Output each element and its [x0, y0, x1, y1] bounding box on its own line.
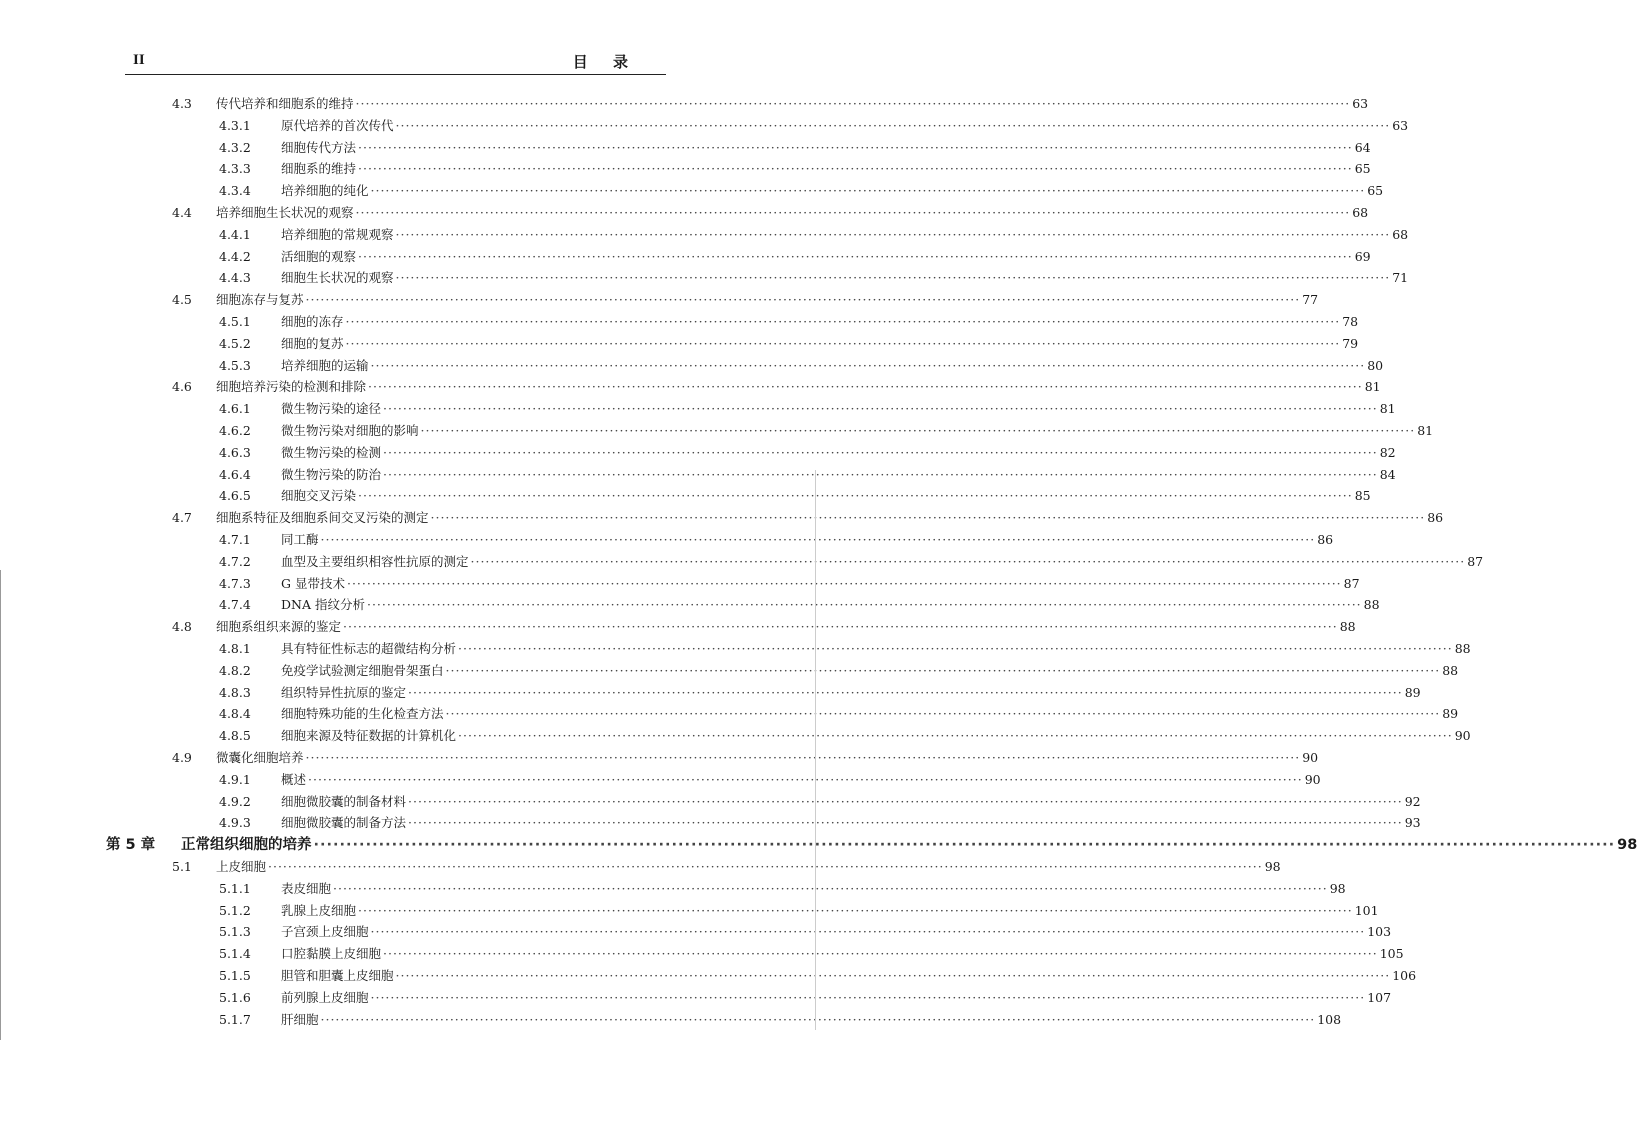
toc-entry-number: 4.4.1 — [219, 226, 251, 242]
toc-entry-number: 4.9.3 — [219, 815, 251, 831]
toc-entry-title: 培养细胞的运输 — [281, 357, 369, 373]
toc-entry[interactable] — [172, 749, 1319, 767]
toc-leader-dots: ········································································································································································································ — [395, 968, 1391, 983]
toc-leader-dots: ········································································································································································································ — [355, 205, 1351, 220]
toc-entry-page: 88 — [1363, 597, 1380, 613]
toc-entry-page: 90 — [1454, 728, 1471, 744]
binding-edge — [0, 570, 1, 1040]
toc-entry-title: 口腔黏膜上皮细胞 — [281, 946, 382, 962]
toc-leader-dots: ········································································································································································································ — [368, 379, 1363, 395]
toc-entry-number: 4.7.3 — [219, 575, 251, 591]
toc-entry-page: 81 — [1379, 401, 1396, 417]
toc-entry-title: 组织特异性抗原的鉴定 — [281, 684, 407, 700]
toc-entry-title: 培养细胞的常规观察 — [281, 226, 394, 242]
toc-entry[interactable] — [219, 357, 1384, 375]
toc-entry-title: 细胞培养污染的检测和排除 — [216, 379, 367, 395]
toc-entry-number: 4.6.5 — [219, 488, 251, 504]
toc-entry-number: 5.1 — [172, 859, 192, 874]
toc-leader-dots: ········································································································································································································ — [370, 183, 1366, 199]
toc-leader-dots: ········································································································································································································ — [358, 161, 1353, 177]
toc-leader-dots: ········································································································································································································ — [430, 510, 1426, 526]
toc-entry-page: 105 — [1379, 946, 1404, 962]
toc-entry-page: 63 — [1352, 96, 1369, 111]
toc-entry-number: 4.4.2 — [219, 248, 251, 264]
toc-entry[interactable] — [219, 444, 1396, 462]
toc-entry-page: 92 — [1404, 793, 1421, 809]
toc-entry-page: 65 — [1354, 161, 1371, 177]
toc-entry-title: 细胞微胶囊的制备方法 — [281, 815, 407, 831]
toc-leader-dots: ········································································································································································································ — [305, 750, 1301, 765]
toc-entry[interactable] — [219, 575, 1360, 593]
toc-entry[interactable] — [219, 313, 1359, 331]
toc-entry[interactable] — [219, 269, 1409, 287]
toc-entry-number: 4.7.4 — [219, 597, 251, 613]
toc-entry-number: 4.3.2 — [219, 139, 251, 155]
toc-entry-number: 4.8.2 — [219, 662, 251, 678]
toc-leader-dots: ········································································································································································································ — [320, 1011, 1316, 1027]
toc-entry-title: 细胞微胶囊的制备材料 — [281, 793, 407, 809]
toc-entry-page: 78 — [1342, 314, 1359, 329]
toc-entry-number: 5.1.6 — [219, 989, 251, 1005]
toc-entry-title: 胆管和胆囊上皮细胞 — [281, 968, 394, 983]
toc-leader-dots: ········································································································································································································ — [408, 815, 1403, 831]
toc-leader-dots: ········································································································································································································ — [445, 706, 1441, 722]
toc-entry[interactable] — [219, 400, 1396, 418]
running-title: 目 录 — [572, 53, 638, 71]
toc-entry-page: 90 — [1304, 771, 1321, 787]
toc-entry-number: 4.4 — [172, 205, 192, 220]
toc-entry[interactable] — [219, 880, 1346, 898]
toc-entry[interactable] — [219, 1011, 1342, 1029]
toc-leader-dots: ········································································································································································································ — [366, 597, 1362, 613]
toc-leader-dots: ········································································································································································································ — [345, 335, 1341, 351]
toc-entry-page: 107 — [1367, 989, 1392, 1005]
toc-entry-title: 活细胞的观察 — [281, 248, 357, 264]
toc-leader-dots: ········································································································································································································ — [395, 117, 1391, 133]
toc-entry-title: 微生物污染的检测 — [281, 444, 382, 460]
toc-entry-title: 细胞来源及特征数据的计算机化 — [281, 728, 457, 744]
toc-entry-title: 免疫学试验测定细胞骨架蛋白 — [281, 662, 444, 678]
toc-leader-dots: ········································································································································································································ — [358, 248, 1353, 264]
toc-entry-title: 细胞系的维持 — [281, 161, 357, 177]
toc-entry-title: 正常组织细胞的培养 — [181, 837, 312, 854]
toc-entry[interactable] — [172, 858, 1281, 876]
toc-leader-dots: ········································································································································································································ — [383, 466, 1378, 482]
toc-entry[interactable] — [219, 596, 1380, 614]
toc-entry[interactable] — [219, 139, 1371, 157]
toc-entry-title: 细胞交叉污染 — [281, 488, 357, 504]
toc-entry[interactable] — [219, 422, 1434, 440]
toc-entry[interactable] — [219, 662, 1459, 680]
toc-entry-title: 细胞传代方法 — [281, 139, 357, 155]
toc-entry-number: 5.1.2 — [219, 902, 251, 918]
toc-entry-number: 4.3.4 — [219, 183, 251, 199]
toc-leader-dots: ········································································································································································································ — [395, 226, 1391, 242]
toc-leader-dots: ········································································································································································································ — [308, 771, 1303, 787]
toc-entry-page: 106 — [1392, 968, 1417, 983]
header-rule — [125, 74, 666, 75]
toc-entry-title: 概述 — [281, 771, 307, 787]
toc-entry-number: 4.3.3 — [219, 161, 251, 177]
toc-entry-page: 84 — [1379, 466, 1396, 482]
toc-entry[interactable] — [219, 771, 1321, 789]
toc-entry-number: 4.8.3 — [219, 684, 251, 700]
toc-entry-page: 81 — [1364, 379, 1381, 395]
toc-entry-title: 微生物污染的防治 — [281, 466, 382, 482]
toc-entry-number: 4.9 — [172, 750, 192, 765]
toc-entry-page: 64 — [1354, 139, 1371, 155]
toc-entry-title: 微生物污染的途径 — [281, 401, 382, 417]
toc-entry-number: 4.5 — [172, 292, 192, 308]
toc-entry-page: 77 — [1302, 292, 1319, 308]
toc-entry-title: 子宫颈上皮细胞 — [281, 924, 369, 940]
toc-entry[interactable] — [172, 204, 1369, 222]
toc-entry-number: 4.6 — [172, 379, 192, 395]
toc-entry-title: 同工酶 — [281, 532, 319, 547]
toc-entry-title: 微囊化细胞培养 — [216, 750, 304, 765]
toc-entry-title: 细胞冻存与复苏 — [216, 292, 304, 308]
page-edge — [815, 470, 816, 1030]
toc-entry-number: 4.9.2 — [219, 793, 251, 809]
toc-entry-page: 89 — [1404, 684, 1421, 700]
toc-leader-dots: ········································································································································································································ — [358, 902, 1353, 918]
toc-entry-number: 4.7 — [172, 510, 192, 526]
toc-leader-dots: ········································································································································································································ — [370, 924, 1366, 940]
toc-entry-title: 具有特征性标志的超微结构分析 — [281, 641, 457, 656]
toc-entry-page: 82 — [1379, 444, 1396, 460]
toc-leader-dots: ········································································································································································································ — [320, 532, 1316, 547]
toc-leader-dots: ········································································································································································································ — [383, 401, 1378, 417]
toc-entry-page: 88 — [1442, 662, 1459, 678]
toc-entry-title: 乳腺上皮细胞 — [281, 902, 357, 918]
toc-entry-title: 微生物污染对细胞的影响 — [281, 423, 419, 438]
toc-leader-dots: ········································································································································································································ — [355, 96, 1351, 111]
toc-leader-dots: ········································································································································································································ — [383, 946, 1378, 962]
toc-leader-dots: ········································································································································································································ — [305, 292, 1301, 308]
toc-leader-dots: ········································································································································································································ — [358, 139, 1353, 155]
toc-entry-number: 5.1.5 — [219, 968, 251, 983]
toc-leader-dots: ········································································································································································································ — [345, 314, 1341, 329]
toc-entry-page: 68 — [1352, 205, 1369, 220]
toc-entry-page: 103 — [1367, 924, 1392, 940]
toc-entry-title: G 显带技术 — [281, 575, 345, 591]
toc-entry-number: 4.3.1 — [219, 117, 251, 133]
toc-entry-title: 培养细胞的纯化 — [281, 183, 369, 199]
toc-entry[interactable] — [219, 553, 1484, 571]
toc-entry-title: 细胞特殊功能的生化检查方法 — [281, 706, 444, 722]
toc-entry-number: 4.8 — [172, 619, 192, 635]
toc-entry-title: 上皮细胞 — [216, 859, 267, 874]
toc-entry-page: 87 — [1343, 575, 1360, 591]
toc-entry-page: 65 — [1367, 183, 1384, 199]
toc-entry[interactable] — [219, 945, 1404, 963]
toc-leader-dots: ········································································································································································································ — [383, 444, 1378, 460]
toc-entry-number: 4.9.1 — [219, 771, 251, 787]
toc-entry[interactable] — [172, 618, 1356, 636]
toc-entry-page: 87 — [1467, 553, 1484, 569]
toc-entry[interactable] — [219, 335, 1359, 353]
toc-entry[interactable] — [219, 248, 1371, 266]
toc-entry[interactable] — [219, 989, 1392, 1007]
toc-entry-title: 肝细胞 — [281, 1011, 319, 1027]
toc-entry-number: 4.4.3 — [219, 270, 251, 286]
toc-leader-dots: ········································································································································································································ — [445, 662, 1441, 678]
toc-leader-dots: ········································································································································································································ — [370, 357, 1366, 373]
toc-entry-number: 4.8.4 — [219, 706, 251, 722]
toc-entry[interactable] — [219, 466, 1396, 484]
toc-leader-dots: ········································································································································································································ — [408, 684, 1403, 700]
toc-entry-page: 90 — [1302, 750, 1319, 765]
toc-leader-dots: ········································································································································································································ — [458, 728, 1453, 744]
toc-entry[interactable] — [172, 509, 1444, 527]
toc-entry[interactable] — [219, 226, 1409, 244]
toc-entry-title: 原代培养的首次传代 — [281, 117, 394, 133]
toc-entry-title: DNA 指纹分析 — [281, 597, 365, 613]
toc-entry-number: 4.6.3 — [219, 444, 251, 460]
toc-entry-number: 4.8.5 — [219, 728, 251, 744]
toc-leader-dots: ········································································································································································································ — [343, 619, 1338, 635]
page-number: II — [133, 52, 145, 68]
toc-entry-page: 98 — [1617, 837, 1637, 854]
toc-entry-page: 108 — [1317, 1011, 1342, 1027]
toc-entry-number: 5.1.1 — [219, 880, 251, 896]
toc-entry-title: 前列腺上皮细胞 — [281, 989, 369, 1005]
toc-entry-title: 培养细胞生长状况的观察 — [216, 205, 354, 220]
toc-entry-page: 86 — [1427, 510, 1444, 526]
toc-leader-dots: ········································································································································································································ — [358, 488, 1353, 504]
toc-entry-title: 表皮细胞 — [281, 880, 332, 896]
toc-entry[interactable] — [219, 160, 1371, 178]
toc-entry-number: 第 5 章 — [106, 837, 156, 854]
toc-entry-number: 4.5.3 — [219, 357, 251, 373]
toc-entry-number: 4.6.4 — [219, 466, 251, 482]
toc-entry-page: 69 — [1354, 248, 1371, 264]
toc-entry-title: 细胞系特征及细胞系间交叉污染的测定 — [216, 510, 429, 526]
toc-entry-page: 79 — [1342, 335, 1359, 351]
toc-entry-number: 4.5.1 — [219, 314, 251, 329]
toc-entry[interactable] — [172, 378, 1381, 396]
toc-entry-page: 71 — [1392, 270, 1409, 286]
toc-entry[interactable] — [219, 793, 1421, 811]
toc-entry-title: 细胞系组织来源的鉴定 — [216, 619, 342, 635]
toc-leader-dots: ········································································································································································································ — [408, 793, 1403, 809]
toc-entry-page: 98 — [1264, 859, 1281, 874]
toc-entry[interactable] — [219, 531, 1334, 549]
toc-leader-dots: ········································································································································································································ — [395, 270, 1391, 286]
toc-chapter[interactable] — [106, 836, 1637, 854]
toc-entry-page: 86 — [1317, 532, 1334, 547]
toc-entry[interactable] — [172, 95, 1369, 113]
toc-entry-title: 细胞的复苏 — [281, 335, 344, 351]
toc-entry-number: 4.6.1 — [219, 401, 251, 417]
toc-entry-title: 传代培养和细胞系的维持 — [216, 96, 354, 111]
toc-entry-page: 88 — [1339, 619, 1356, 635]
toc-leader-dots: ········································································································································································································ — [420, 423, 1416, 438]
toc-entry-number: 4.5.2 — [219, 335, 251, 351]
toc-entry[interactable] — [219, 814, 1421, 832]
toc-entry-number: 4.3 — [172, 96, 192, 111]
toc-entry-page: 88 — [1454, 641, 1471, 656]
toc-entry-number: 4.7.1 — [219, 532, 251, 547]
toc-entry[interactable] — [219, 923, 1392, 941]
toc-entry[interactable] — [219, 182, 1384, 200]
toc-entry-number: 5.1.7 — [219, 1011, 251, 1027]
toc-entry-page: 98 — [1329, 880, 1346, 896]
toc-entry[interactable] — [219, 487, 1371, 505]
toc-leader-dots: ········································································································································································································ — [370, 989, 1366, 1005]
toc-leader-dots: ········································································································································································································ — [470, 553, 1466, 569]
toc-entry-number: 4.8.1 — [219, 641, 251, 656]
toc-entry-page: 68 — [1392, 226, 1409, 242]
toc-entry-page: 63 — [1392, 117, 1409, 133]
toc-entry[interactable] — [219, 705, 1459, 723]
toc-leader-dots: ········································································································································································································ — [268, 859, 1263, 874]
page-header — [125, 50, 666, 76]
toc-leader-dots: ········································································································································································································ — [346, 575, 1342, 591]
toc-entry[interactable] — [172, 291, 1319, 309]
toc-entry[interactable] — [219, 967, 1417, 985]
toc-leader-dots: ········································································································································································································ — [333, 880, 1328, 896]
toc-leader-dots: ········································································································································································································ — [313, 837, 1616, 854]
toc-entry-number: 4.7.2 — [219, 553, 251, 569]
toc-entry-number: 4.6.2 — [219, 423, 251, 438]
toc-entry-page: 93 — [1404, 815, 1421, 831]
toc-entry-page: 101 — [1354, 902, 1379, 918]
toc-entry[interactable] — [219, 117, 1409, 135]
toc-entry-page: 85 — [1354, 488, 1371, 504]
toc-entry-page: 80 — [1367, 357, 1384, 373]
toc-leader-dots: ········································································································································································································ — [458, 641, 1453, 656]
toc-entry-page: 81 — [1417, 423, 1434, 438]
toc-entry[interactable] — [219, 640, 1471, 658]
toc-entry-title: 血型及主要组织相容性抗原的测定 — [281, 553, 469, 569]
toc-entry-title: 细胞的冻存 — [281, 314, 344, 329]
toc-entry[interactable] — [219, 684, 1421, 702]
toc-entry-number: 5.1.3 — [219, 924, 251, 940]
toc-entry-title: 细胞生长状况的观察 — [281, 270, 394, 286]
toc-entry-number: 5.1.4 — [219, 946, 251, 962]
toc-entry[interactable] — [219, 727, 1471, 745]
toc-entry[interactable] — [219, 902, 1379, 920]
toc-entry-page: 89 — [1442, 706, 1459, 722]
